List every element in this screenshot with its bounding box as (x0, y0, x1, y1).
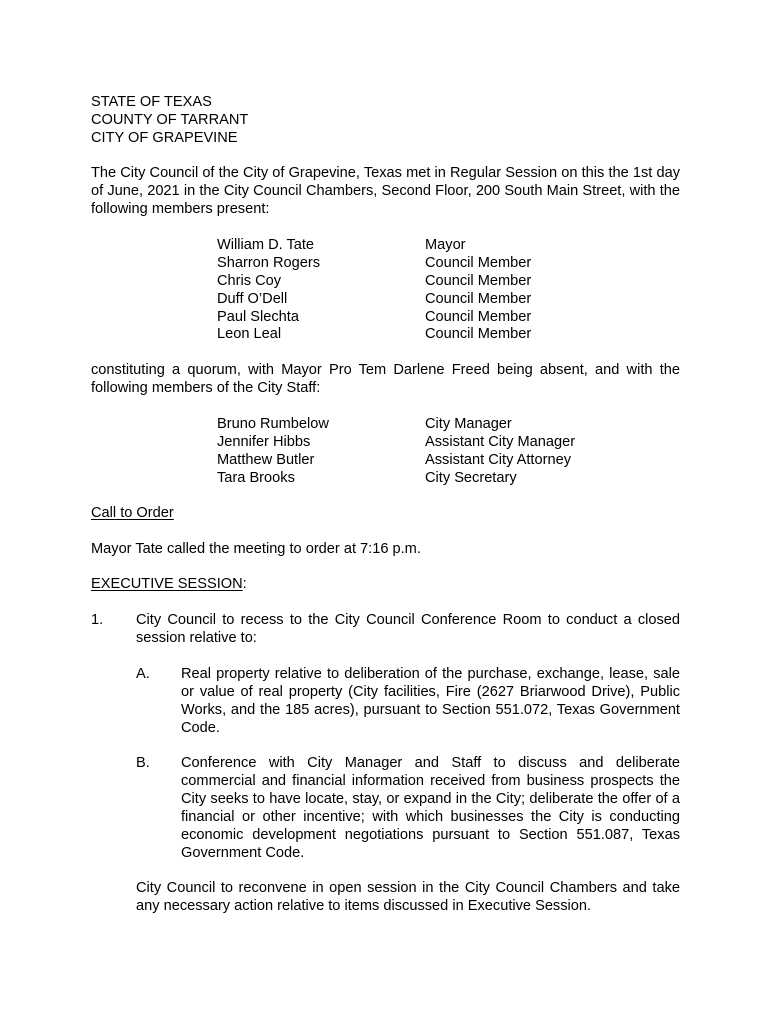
item-number: 1. (91, 612, 104, 628)
member-role: Mayor (425, 237, 466, 253)
member-row (217, 291, 637, 309)
call-to-order-text: Mayor Tate called the meeting to order at 7:16 p.m. (91, 541, 421, 557)
member-role: Council Member (425, 272, 532, 289)
member-role: Council Member (425, 326, 532, 343)
staff-role: City Manager (425, 416, 512, 432)
quorum-paragraph: constituting a quorum, with Mayor Pro Tem Darlene Freed being absent, and with the following members of the City Staff: (91, 362, 680, 396)
staff-name: Matthew Butler (217, 451, 315, 468)
member-row (217, 326, 637, 344)
executive-session-title: EXECUTIVE SESSION (91, 576, 243, 592)
staff-row (217, 416, 637, 434)
subitem-text: Conference with City Manager and Staff to discuss and deliberate commercial and financial information received from business prospects the City seeks to have locate, stay, or expand in the City; deliberate the offer of a financial or other incentive; with which businesses the City is conducting economic development negotiations pursuant to Section 551.087, Texas Government Code. (181, 755, 680, 861)
member-name: Duff O’Dell (217, 290, 288, 307)
staff-row (217, 452, 637, 470)
staff-name: Tara Brooks (217, 469, 295, 486)
subitem-letter: B. (136, 755, 150, 771)
county-line: COUNTY OF TARRANT (91, 111, 249, 128)
member-row (217, 309, 637, 327)
item-text: City Council to recess to the City Council Conference Room to conduct a closed session relative to: (136, 612, 680, 646)
call-to-order-heading (91, 505, 680, 523)
staff-name: Jennifer Hibbs (217, 433, 311, 450)
staff-role: Assistant City Attorney (425, 451, 571, 468)
reconvene-paragraph: City Council to reconvene in open session in the City Council Chambers and take any necessary action relative to items discussed in Executive Session. (136, 880, 680, 914)
heading-colon: : (242, 576, 247, 592)
member-row (217, 273, 637, 291)
members-present-list (217, 237, 637, 344)
member-role: Council Member (425, 290, 532, 307)
member-role: Council Member (425, 254, 532, 271)
staff-name: Bruno Rumbelow (217, 416, 329, 432)
member-role: Council Member (425, 308, 532, 325)
member-name: Leon Leal (217, 326, 282, 343)
member-name: Chris Coy (217, 272, 282, 289)
subitem-text: Real property relative to deliberation of the purchase, exchange, lease, sale or value of real property (City facilities, Fire (2627 Briarwood Drive), Public Works, and the 185 acres), pursuant to Section 551.072, Texas Government Code. (181, 666, 680, 736)
staff-row (217, 470, 637, 488)
state-line: STATE OF TEXAS (91, 94, 212, 110)
executive-session-heading (91, 576, 680, 594)
intro-paragraph: The City Council of the City of Grapevine, Texas met in Regular Session on this the 1st day of June, 2021 in the City Council Chambers, Second Floor, 200 South Main Street, with the following members present: (91, 165, 680, 217)
member-name: Paul Slechta (217, 308, 299, 325)
member-row (217, 237, 637, 255)
member-row (217, 255, 637, 273)
staff-list (217, 416, 637, 488)
staff-role: Assistant City Manager (425, 433, 576, 450)
subitem-letter: A. (136, 666, 150, 682)
staff-row (217, 434, 637, 452)
staff-role: City Secretary (425, 469, 517, 486)
call-to-order-title: Call to Order (91, 505, 174, 521)
member-name: William D. Tate (217, 237, 315, 253)
member-name: Sharron Rogers (217, 254, 321, 271)
city-line: CITY OF GRAPEVINE (91, 129, 238, 146)
jurisdiction-header (91, 94, 680, 148)
